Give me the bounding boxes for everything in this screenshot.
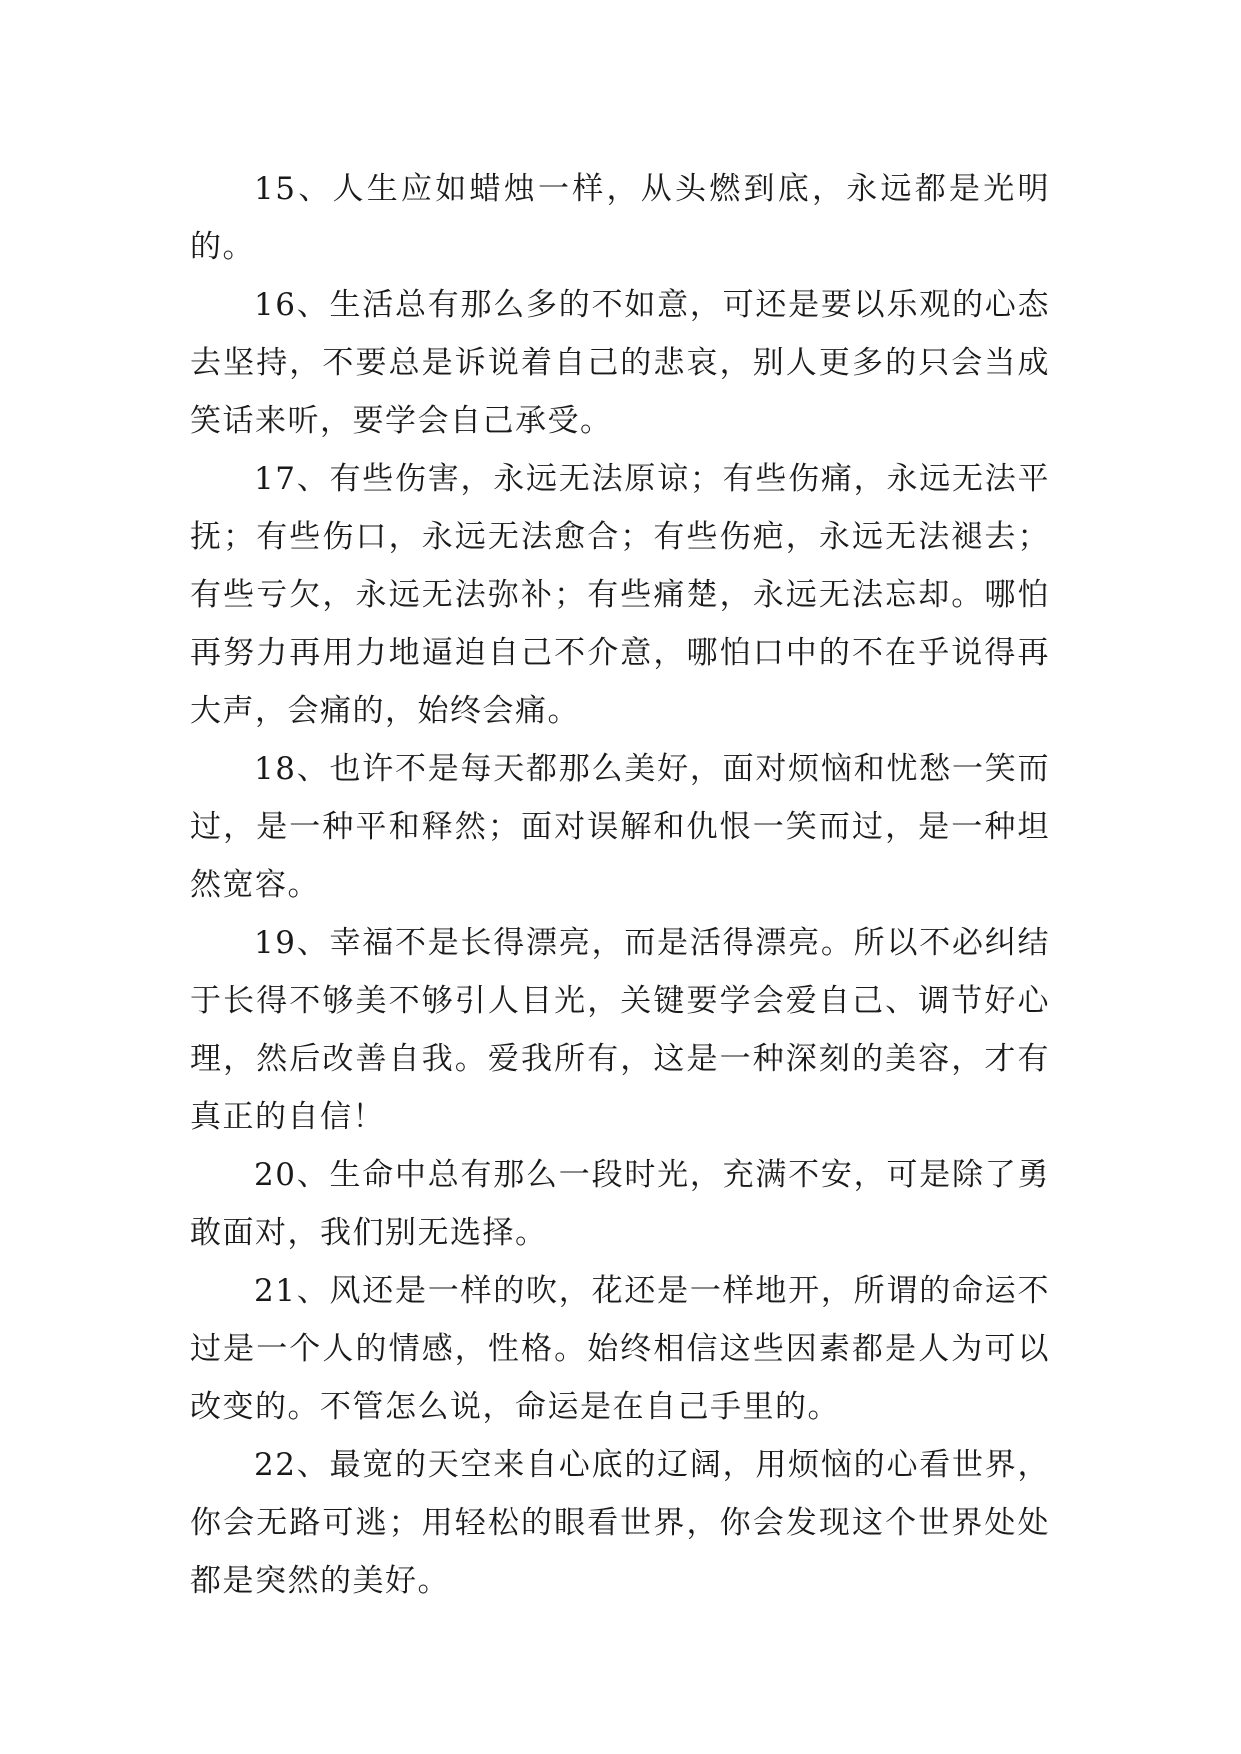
paragraph-21: 21、风还是一样的吹，花还是一样地开，所谓的命运不过是一个人的情感，性格。始终相信这些因素都是人为可以改变的。不管怎么说，命运是在自己手里的。 [190, 1273, 1050, 1425]
paragraph-16: 16、生活总有那么多的不如意，可还是要以乐观的心态去坚持，不要总是诉说着自己的悲哀，别人更多的只会当成笑话来听，要学会自己承受。 [190, 287, 1050, 439]
document-body [190, 160, 1050, 1610]
paragraph-19: 19、幸福不是长得漂亮，而是活得漂亮。所以不必纠结于长得不够美不够引人目光，关键要学会爱自己、调节好心理，然后改善自我。爱我所有，这是一种深刻的美容，才有真正的自信！ [190, 925, 1050, 1135]
paragraph-20: 20、生命中总有那么一段时光，充满不安，可是除了勇敢面对，我们别无选择。 [190, 1157, 1050, 1251]
paragraph-15: 15、人生应如蜡烛一样，从头燃到底，永远都是光明的。 [190, 171, 1050, 265]
paragraph-22: 22、最宽的天空来自心底的辽阔，用烦恼的心看世界，你会无路可逃；用轻松的眼看世界，你会发现这个世界处处都是突然的美好。 [190, 1447, 1050, 1599]
paragraph-17: 17、有些伤害，永远无法原谅；有些伤痛，永远无法平抚；有些伤口，永远无法愈合；有些伤疤，永远无法褪去；有些亏欠，永远无法弥补；有些痛楚，永远无法忘却。哪怕再努力再用力地逼迫自己不介意，哪怕口中的不在乎说得再大声，会痛的，始终会痛。 [190, 461, 1050, 729]
paragraph-18: 18、也许不是每天都那么美好，面对烦恼和忧愁一笑而过，是一种平和释然；面对误解和仇恨一笑而过，是一种坦然宽容。 [190, 751, 1050, 903]
